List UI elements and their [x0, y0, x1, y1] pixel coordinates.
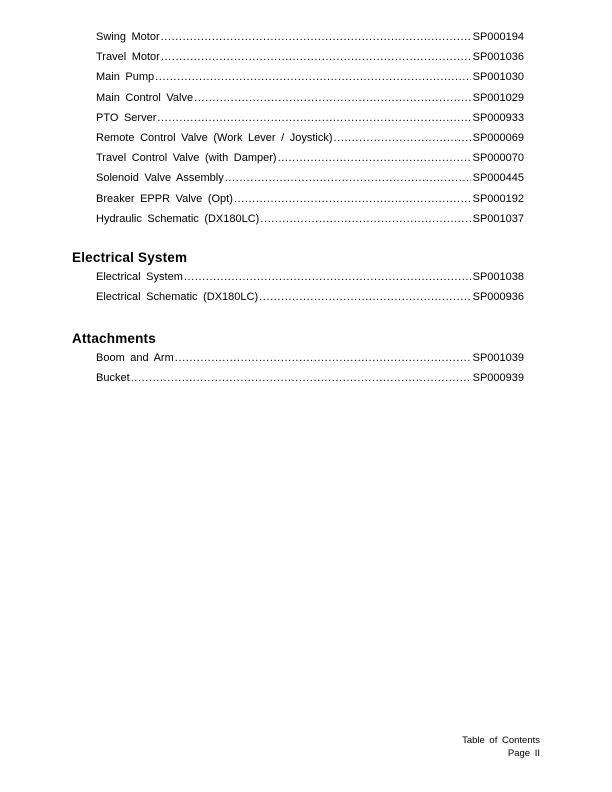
- toc-entry: [96, 271, 524, 291]
- footer-document-title: Table of Contents: [462, 735, 540, 746]
- toc-entry-title: Swing Motor: [96, 31, 160, 43]
- toc-entry: [96, 92, 524, 112]
- toc-entry-code: SP001029: [472, 91, 524, 104]
- toc-entry-code: SP000933: [472, 111, 524, 124]
- dot-leader: [234, 193, 471, 205]
- toc-entry-title: Travel Control Valve (with Damper): [96, 152, 277, 165]
- toc-list-electrical: [96, 271, 524, 311]
- toc-entry: [96, 213, 524, 233]
- toc-entry-title: Solenoid Valve Assembly: [96, 172, 224, 185]
- toc-entry: [96, 31, 524, 51]
- toc-entry: [96, 71, 524, 91]
- dot-leader: [175, 352, 471, 364]
- toc-entry-title: Electrical System: [96, 271, 183, 283]
- toc-entry-code: SP000939: [472, 372, 524, 385]
- toc-entry-code: SP000936: [472, 291, 524, 304]
- dot-leader: [161, 51, 471, 63]
- toc-entry: [96, 172, 524, 192]
- toc-entry-title: Travel Motor: [96, 51, 160, 64]
- dot-leader: [155, 71, 470, 83]
- toc-entry: [96, 352, 524, 372]
- toc-entry-code: SP000192: [472, 192, 524, 205]
- toc-entry-code: SP001039: [472, 352, 524, 364]
- toc-entry-code: SP001037: [472, 212, 524, 225]
- toc-entry: [96, 291, 524, 311]
- toc-list-hydraulic: [96, 31, 524, 233]
- page-footer: [462, 734, 540, 760]
- toc-entry-code: SP000069: [472, 131, 524, 144]
- dot-leader: [334, 132, 471, 144]
- toc-entry-code: SP001030: [472, 71, 524, 84]
- toc-entry: [96, 132, 524, 152]
- toc-entry-title: Boom and Arm: [96, 352, 174, 364]
- dot-leader: [225, 172, 471, 184]
- dot-leader: [278, 152, 471, 164]
- toc-entry-title: Breaker EPPR Valve (Opt): [96, 192, 233, 205]
- toc-entry-title: Hydraulic Schematic (DX180LC): [96, 212, 260, 225]
- toc-entry: [96, 372, 524, 392]
- toc-entry-title: Remote Control Valve (Work Lever / Joystick): [96, 131, 333, 144]
- dot-leader: [260, 213, 470, 225]
- toc-entry-title: Main Pump: [96, 71, 155, 84]
- toc-entry-title: Bucket: [96, 372, 130, 385]
- toc-entry-code: SP000445: [472, 172, 524, 185]
- toc-entry: [96, 112, 524, 132]
- toc-entry-code: SP000194: [472, 31, 524, 43]
- dot-leader: [184, 271, 471, 283]
- dot-leader: [259, 291, 470, 303]
- section-heading-electrical: Electrical System: [72, 250, 188, 265]
- dot-leader: [131, 372, 471, 384]
- toc-entry-code: SP001036: [472, 51, 524, 64]
- toc-entry: [96, 152, 524, 172]
- section-heading-attachments: Attachments: [72, 331, 156, 346]
- toc-entry-code: SP001038: [472, 271, 524, 283]
- toc-entry: [96, 193, 524, 213]
- dot-leader: [194, 92, 470, 104]
- toc-list-attachments: [96, 352, 524, 392]
- toc-entry-title: Electrical Schematic (DX180LC): [96, 291, 259, 304]
- toc-entry-title: Main Control Valve: [96, 91, 194, 104]
- toc-entry-code: SP000070: [472, 152, 524, 165]
- dot-leader: [161, 31, 471, 43]
- footer-page-number: Page II: [507, 748, 540, 759]
- toc-entry: [96, 51, 524, 71]
- dot-leader: [157, 112, 470, 124]
- toc-entry-title: PTO Server: [96, 111, 157, 124]
